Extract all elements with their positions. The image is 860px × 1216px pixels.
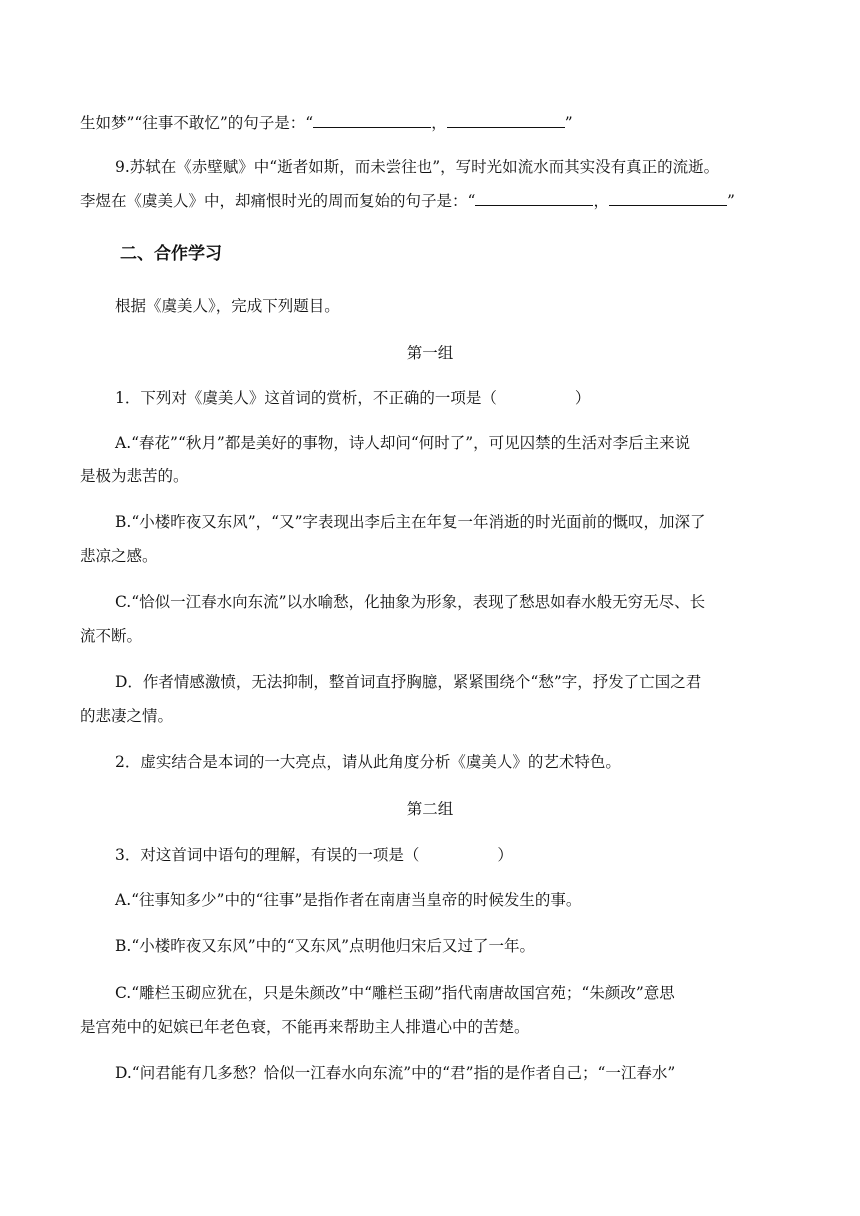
q2-stem: 2．虚实结合是本词的一大亮点，请从此角度分析《虞美人》的艺术特色。 xyxy=(115,753,621,771)
q3-option-c-line-1: C.“雕栏玉砌应犹在，只是朱颜改”中“雕栏玉砌”指代南唐故国宫苑；“朱颜改”意思 xyxy=(115,984,675,1002)
q1-option-d-line-1: D．作者情感激愤，无法抑制，整首词直抒胸臆，紧紧围绕个“愁”字，抒发了亡国之君 xyxy=(115,673,702,691)
q1-stem: 1．下列对《虞美人》这首词的赏析，不正确的一项是（ ） xyxy=(115,389,591,407)
q1-option-c-line-1: C.“恰似一江春水向东流”以水喻愁，化抽象为形象，表现了愁思如春水般无穷无尽、长 xyxy=(115,593,706,611)
q9-line-1: 9.苏轼在《赤壁赋》中“逝者如斯，而未尝往也”，写时光如流水而其实没有真正的流逝。 xyxy=(115,158,720,176)
group2-title: 第二组 xyxy=(406,800,454,818)
q3-option-b: B.“小楼昨夜又东风”中的“又东风”点明他归宋后又过了一年。 xyxy=(115,937,536,955)
q3-option-a: A.“往事知多少”中的“往事”是指作者在南唐当皇帝的时候发生的事。 xyxy=(115,891,582,909)
q3-option-c-line-2: 是宫苑中的妃嫔已年老色衰，不能再来帮助主人排遣心中的苦楚。 xyxy=(80,1018,530,1036)
answer-blank[interactable] xyxy=(475,191,593,206)
q1-option-d-line-2: 的悲凄之情。 xyxy=(80,707,174,725)
q3-option-d-line-1: D.“问君能有几多愁？恰似一江春水向东流”中的“君”指的是作者自己；“一江春水” xyxy=(115,1064,676,1082)
q1-option-b-line-1: B.“小楼昨夜又东风”，“又”字表现出李后主在年复一年消逝的时光面前的慨叹，加深了 xyxy=(115,513,706,531)
answer-blank[interactable] xyxy=(609,191,727,206)
section-title: 二、合作学习 xyxy=(120,244,222,264)
q1-option-a-line-1: A.“春花”“秋月”都是美好的事物，诗人却问“何时了”，可见囚禁的生活对李后主来说 xyxy=(115,434,691,452)
answer-blank[interactable] xyxy=(447,113,565,128)
q1-option-c-line-2: 流不断。 xyxy=(80,627,143,645)
q9-line-2: 李煜在《虞美人》中，却痛恨时光的周而复始的句子是：“ ， ” xyxy=(80,192,735,210)
q3-stem: 3．对这首词中语句的理解，有误的一项是（ ） xyxy=(115,846,513,864)
q1-option-a-line-2: 是极为悲苦的。 xyxy=(80,467,189,485)
q1-option-b-line-2: 悲凉之感。 xyxy=(80,547,158,565)
answer-blank[interactable] xyxy=(313,113,431,128)
intro-line: 生如梦”“往事不敢忆”的句子是：“ ， ” xyxy=(80,114,573,132)
instruction: 根据《虞美人》，完成下列题目。 xyxy=(115,297,340,315)
group1-title: 第一组 xyxy=(406,344,454,362)
